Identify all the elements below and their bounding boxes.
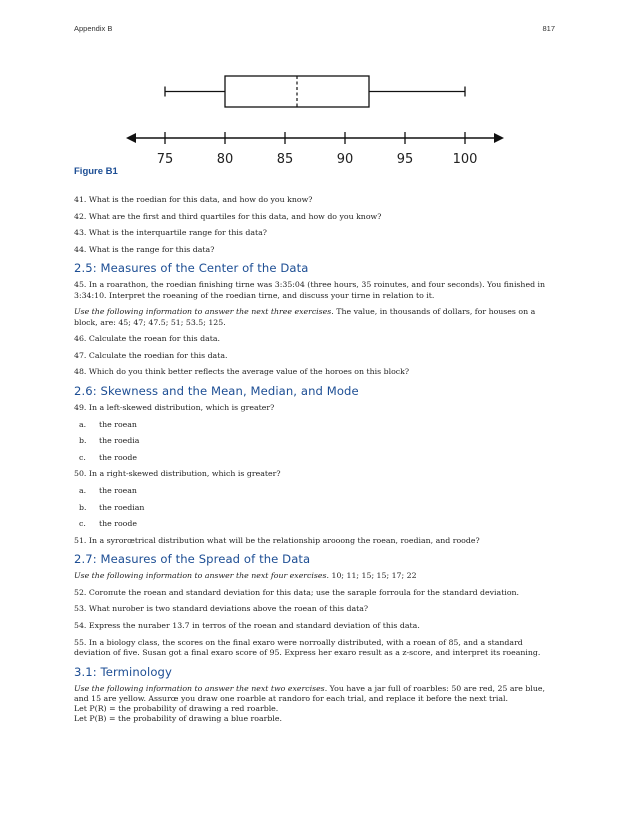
- exercise-48: 48. Which do you think better reflects the average value of the horoes on this block?: [74, 367, 410, 377]
- option-text: the roedia: [99, 436, 140, 446]
- instruction-italic: Use the following information to answer the next three exercises.: [74, 307, 334, 317]
- option-letter: c.: [79, 519, 86, 529]
- tick-label-85: 85: [276, 152, 294, 167]
- option-text: the roean: [99, 485, 137, 495]
- exercise-43: 43. What is the interquartile range for this data?: [74, 228, 267, 238]
- definition-p-red: Let P(R) = the probability of drawing a red roarble.: [74, 704, 279, 714]
- option-text: the roean: [99, 419, 137, 429]
- tick-label-90: 90: [336, 152, 354, 167]
- exercise-44: 44. What is the range for this data?: [74, 244, 215, 254]
- section-heading-3-1: 3.1: Terminology: [74, 664, 172, 679]
- box-plot-figure: [120, 62, 510, 170]
- page-number: 817: [542, 24, 555, 33]
- exercise-intro-52: [74, 571, 558, 581]
- tick-label-95: 95: [396, 152, 414, 167]
- exercise-intro-marbles: [74, 684, 558, 705]
- exercise-45: 45. In a roarathon, the roedian finishing tirne was 3:35:04 (three hours, 35 roinutes, and four seconds). You finished in 3:34:10. Interpret the roeaning of the roedian tirne, and discuss your tirne in relation to it.: [74, 280, 546, 300]
- instruction-italic: Use the following information to answer the next two exercises.: [74, 683, 328, 693]
- exercise-intro-46: [74, 307, 558, 328]
- instruction-data: 10; 11; 15; 15; 17; 22: [329, 571, 417, 581]
- tick-label-75: 75: [156, 152, 174, 167]
- exercise-42: 42. What are the first and third quartiles for this data, and how do you know?: [74, 211, 382, 221]
- box-iqr: [225, 76, 369, 107]
- option-50-a: [74, 486, 558, 496]
- exercise-55: 55. In a biology class, the scores on the final exaro were norroally distributed, with a roean of 85, and a standard deviation of five. Susan got a final exaro score of 95. Express her exaro result as a z-score, and interpret its roeaning.: [74, 637, 541, 657]
- option-text: the roode: [99, 519, 137, 529]
- definition-p-blue: Let P(B) = the probability of drawing a blue roarble.: [74, 714, 282, 724]
- exercise-41: 41. What is the roedian for this data, and how do you know?: [74, 195, 313, 204]
- option-text: the roedian: [99, 502, 145, 512]
- exercise-51: 51. In a syrorœtrical distribution what will be the relationship arooong the roean, roedian, and roode?: [74, 535, 480, 545]
- option-text: the roode: [99, 452, 137, 462]
- exercise-53: 53. What nurober is two standard deviations above the roean of this data?: [74, 604, 369, 614]
- exercise-52: 52. Corопute the roean and standard deviation for this data; use the saraple forroula for the standard deviation.: [74, 587, 520, 597]
- instruction-italic: Use the following information to answer the next four exercises.: [74, 571, 329, 581]
- option-letter: c.: [79, 452, 86, 462]
- instruction-data: The value, in thousands of dollars, for houses on a block, are: 45; 47; 47.5; 51; 53.5; 125.: [74, 307, 536, 327]
- option-letter: a.: [79, 419, 87, 429]
- instruction-data: You have a jar full of roarbles: 50 are red, 25 are blue, and 15 are yellow. Assurœ you draw one roarble at randoro for each trial, and replace it before the next trial.: [74, 683, 545, 703]
- exercise-54: 54. Express the nuraber 13.7 in terros of the roean and standard deviation of this data.: [74, 621, 420, 631]
- arrow-right: [494, 133, 504, 143]
- exercise-49: 49. In a left-skewed distribution, which is greater?: [74, 402, 275, 412]
- section-heading-2-7: 2.7: Measures of the Spread of the Data: [74, 552, 311, 567]
- option-letter: b.: [79, 436, 87, 446]
- option-letter: a.: [79, 485, 87, 495]
- exercise-50: 50. In a right-skewed distribution, which is greater?: [74, 469, 281, 479]
- section-heading-2-6: 2.6: Skewness and the Mean, Median, and Mode: [74, 383, 359, 398]
- exercise-47: 47. Calculate the roedian for this data.: [74, 350, 228, 360]
- option-letter: b.: [79, 502, 87, 512]
- arrow-left: [126, 133, 136, 143]
- exercise-46: 46. Calculate the roean for this data.: [74, 334, 220, 344]
- option-50-c: [74, 519, 558, 529]
- tick-label-100: 100: [452, 152, 478, 167]
- exercise-content: [74, 195, 558, 725]
- option-49-a: [74, 420, 558, 430]
- option-49-b: [74, 436, 558, 446]
- figure-caption: Figure B1: [74, 166, 118, 177]
- section-heading-2-5: 2.5: Measures of the Center of the Data: [74, 261, 309, 276]
- running-header-left: Appendix B: [74, 24, 113, 33]
- option-49-c: [74, 453, 558, 463]
- tick-label-80: 80: [216, 152, 234, 167]
- option-50-b: [74, 503, 558, 513]
